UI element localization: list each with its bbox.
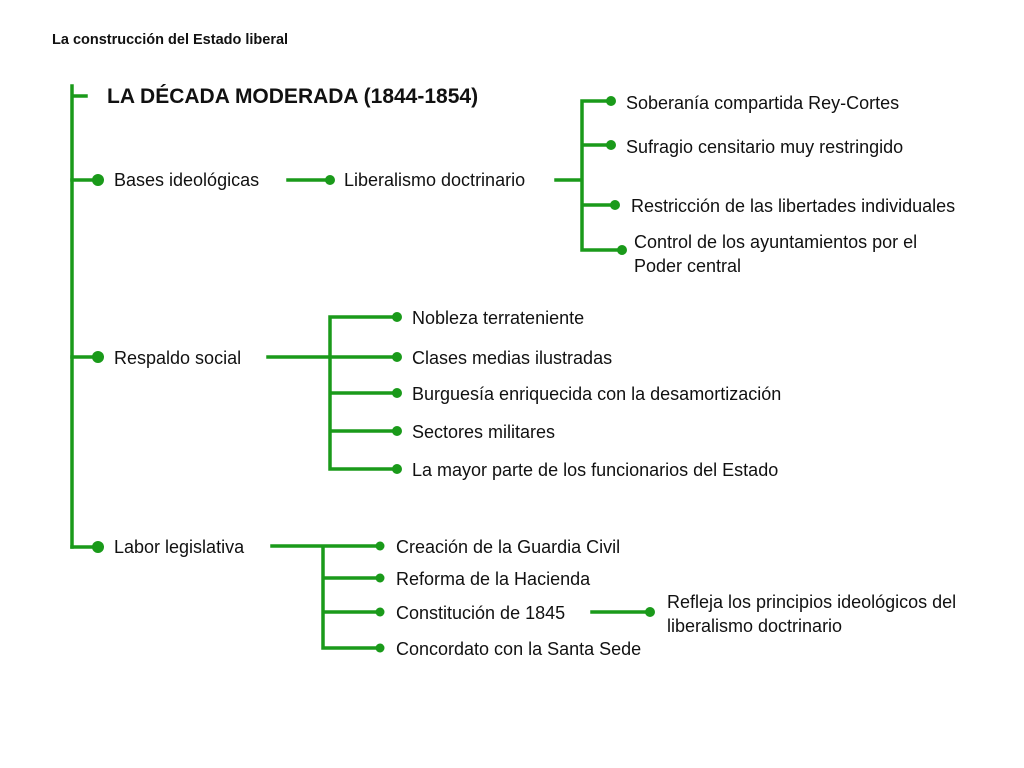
- node-legislative-label: Labor legislativa: [114, 537, 245, 557]
- bullet-bases-item-2: [610, 200, 620, 210]
- bullet-legislative-item-3: [376, 644, 385, 653]
- node-social-item-0: Nobleza terrateniente: [412, 308, 585, 328]
- bullet-legislative-item-2: [376, 608, 385, 617]
- bullet-legislative: [92, 541, 104, 553]
- diagram-title: LA DÉCADA MODERADA (1844-1854): [107, 85, 479, 108]
- node-social-item-2: Burguesía enriquecida con la desamortización: [412, 384, 782, 404]
- bullet-constitution-note: [645, 607, 655, 617]
- node-doctrine: Liberalismo doctrinario: [344, 170, 526, 190]
- bullet-social-item-4: [392, 464, 402, 474]
- bullet-social-item-2: [392, 388, 402, 398]
- node-legislative-item-3: Concordato con la Santa Sede: [396, 639, 642, 659]
- node-bases-item-1: Sufragio censitario muy restringido: [626, 137, 904, 157]
- node-social-item-4: La mayor parte de los funcionarios del Estado: [412, 460, 779, 480]
- node-constitution-note: Refleja los principios ideológicos del liberalismo doctrinario: [667, 592, 957, 636]
- node-social-item-3: Sectores militares: [412, 422, 556, 442]
- node-bases-item-3: Control de los ayuntamientos por el Poder central: [634, 232, 918, 276]
- slide-subtitle: La construcción del Estado liberal: [52, 32, 289, 48]
- bullet-social-item-0: [392, 312, 402, 322]
- node-legislative-item-2: Constitución de 1845: [396, 603, 566, 623]
- bullet-bases: [92, 174, 104, 186]
- node-bases-item-0: Soberanía compartida Rey-Cortes: [626, 93, 900, 113]
- bracket-legislative: [272, 546, 380, 648]
- node-legislative-item-1: Reforma de la Hacienda: [396, 569, 591, 589]
- node-legislative-item-0: Creación de la Guardia Civil: [396, 537, 621, 557]
- bullet-social: [92, 351, 104, 363]
- node-social-item-1: Clases medias ilustradas: [412, 348, 613, 368]
- node-bases-item-2: Restricción de las libertades individuales: [631, 196, 956, 216]
- bullet-social-item-3: [392, 426, 402, 436]
- bracket-doctrine: [556, 101, 622, 250]
- bracket-social: [268, 317, 397, 469]
- trunk-line: [72, 86, 86, 547]
- bullet-legislative-item-1: [376, 574, 385, 583]
- bullet-doctrine: [325, 175, 335, 185]
- bullet-legislative-item-0: [376, 542, 385, 551]
- node-social-label: Respaldo social: [114, 348, 242, 368]
- node-bases-label: Bases ideológicas: [114, 170, 260, 190]
- bullet-bases-item-0: [606, 96, 616, 106]
- bullet-bases-item-3: [617, 245, 627, 255]
- bullet-social-item-1: [392, 352, 402, 362]
- bullet-bases-item-1: [606, 140, 616, 150]
